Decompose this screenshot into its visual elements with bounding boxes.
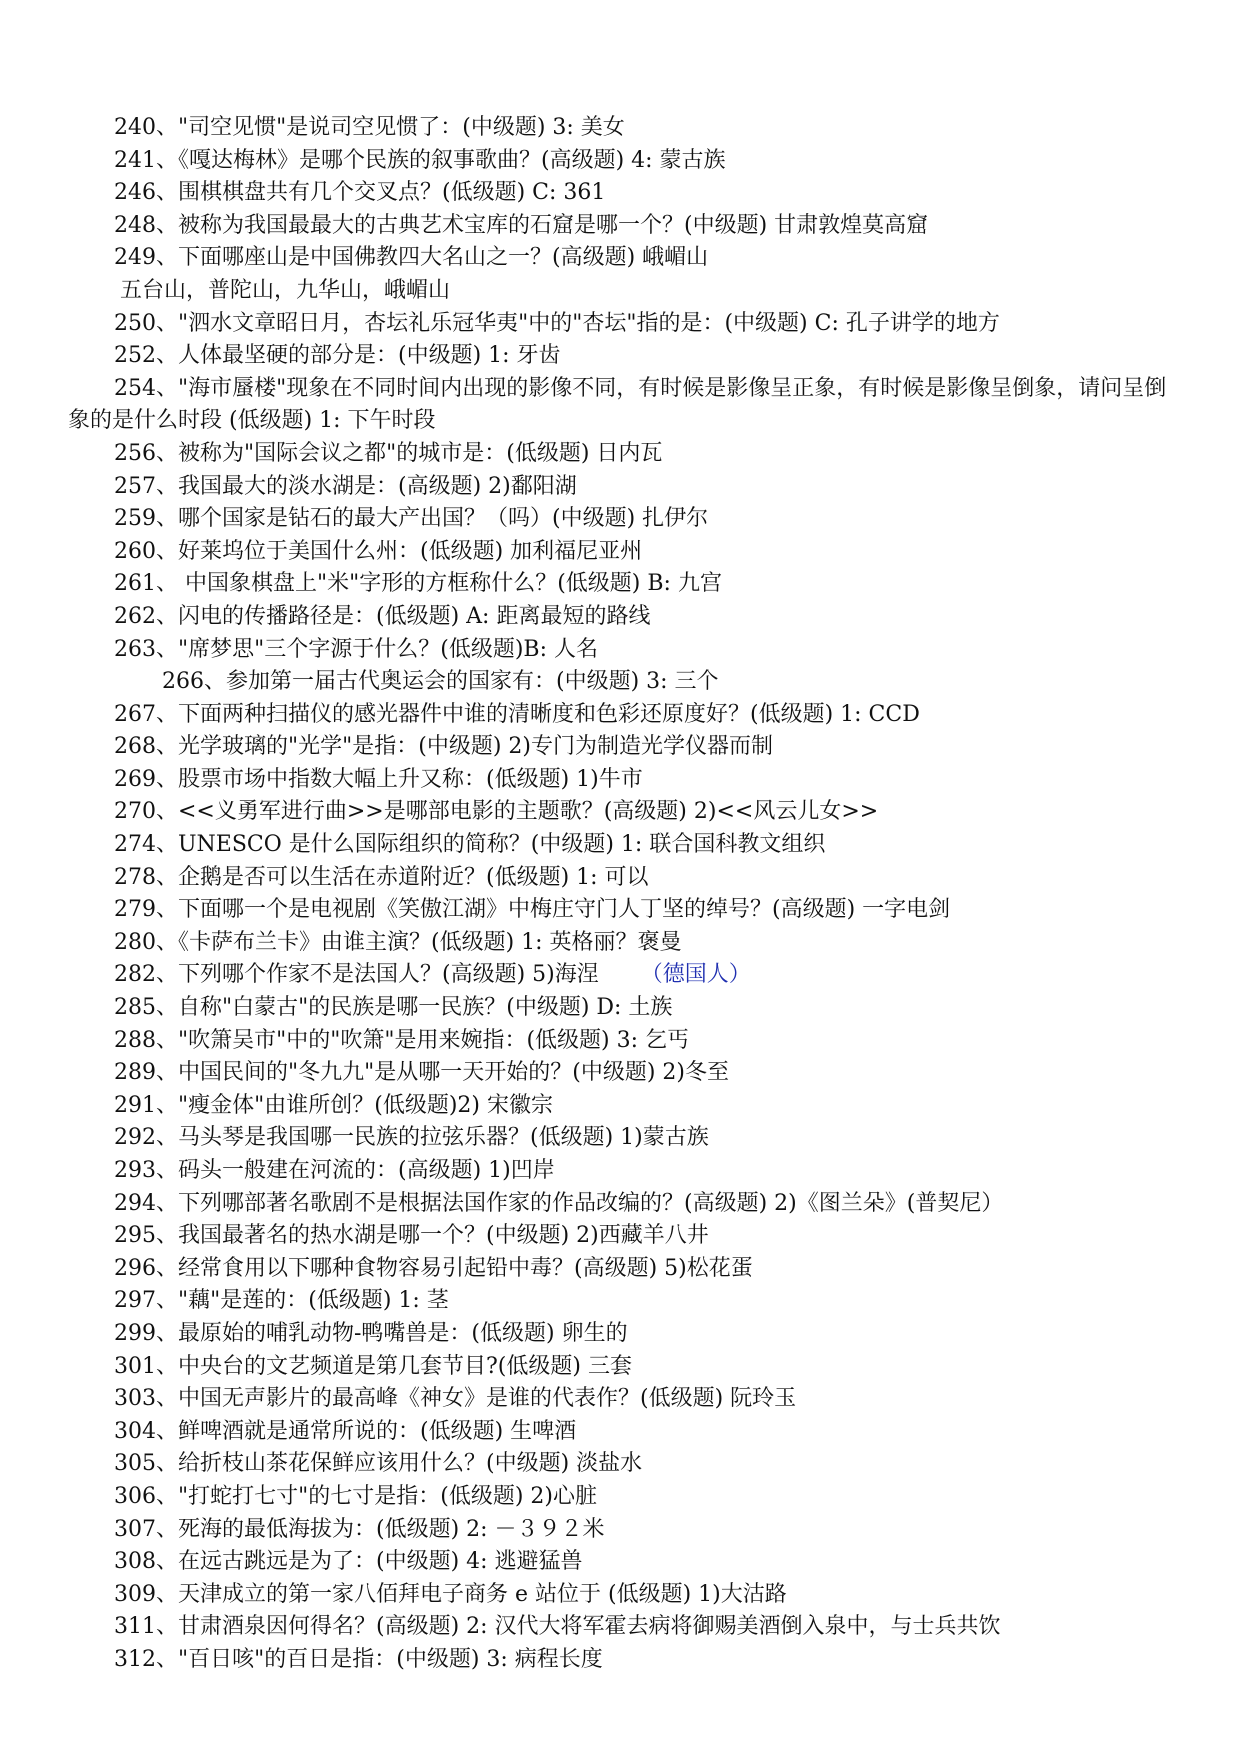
question-line: 311、甘肃酒泉因何得名？(高级题) 2: 汉代大将军霍去病将御赐美酒倒入泉中，与士兵共饮 bbox=[114, 1614, 1001, 1640]
question-line: 291、"瘦金体"由谁所创？(低级题)2) 宋徽宗 bbox=[114, 1092, 553, 1118]
question-line: 295、我国最著名的热水湖是哪一个？(中级题) 2)西藏羊八井 bbox=[114, 1223, 709, 1249]
question-line: 301、中央台的文艺频道是第几套节目?(低级题) 三套 bbox=[114, 1353, 632, 1379]
question-line: 296、经常食用以下哪种食物容易引起铅中毒？(高级题) 5)松花蛋 bbox=[114, 1255, 753, 1281]
question-line-wrapped: 254、"海市蜃楼"现象在不同时间内出现的影像不同，有时候是影像呈正象，有时候是影像呈倒象，请问呈倒象的是什么时段 (低级题) 1: 下午时段 bbox=[68, 375, 1167, 434]
question-line: 309、天津成立的第一家八佰拜电子商务 e 站位于 (低级题) 1)大沽路 bbox=[114, 1581, 787, 1607]
question-line: 307、死海的最低海拔为：(低级题) 2: －３９２米 bbox=[114, 1516, 605, 1542]
question-line: 299、最原始的哺乳动物-鸭嘴兽是：(低级题) 卵生的 bbox=[114, 1320, 628, 1346]
answer-note-line: 五台山，普陀山，九华山，峨嵋山 bbox=[120, 277, 451, 303]
question-line: 274、UNESCO 是什么国际组织的简称？(中级题) 1: 联合国科教文组织 bbox=[114, 832, 826, 858]
question-line: 278、企鹅是否可以生活在赤道附近？(低级题) 1: 可以 bbox=[114, 864, 649, 890]
question-line: 285、自称"白蒙古"的民族是哪一民族？(中级题) D: 土族 bbox=[114, 995, 673, 1021]
question-text: 282、下列哪个作家不是法国人？(高级题) 5)海涅 bbox=[114, 962, 599, 988]
question-line: 267、下面两种扫描仪的感光器件中谁的清晰度和色彩还原度好？(低级题) 1: CCD bbox=[114, 701, 920, 727]
question-line: 312、"百日咳"的百日是指：(中级题) 3: 病程长度 bbox=[114, 1646, 603, 1672]
question-line: 288、"吹箫吴市"中的"吹箫"是用来婉指：(低级题) 3: 乞丐 bbox=[114, 1027, 690, 1053]
question-line: 263、"席梦思"三个字源于什么？(低级题)B: 人名 bbox=[114, 636, 598, 662]
question-line: 240、"司空见惯"是说司空见惯了：(中级题) 3: 美女 bbox=[114, 115, 625, 140]
question-line: 249、下面哪座山是中国佛教四大名山之一？(高级题) 峨嵋山 bbox=[114, 245, 709, 271]
question-line: 297、"藕"是莲的：(低级题) 1: 茎 bbox=[114, 1288, 449, 1314]
question-line: 289、中国民间的"冬九九"是从哪一天开始的？(中级题) 2)冬至 bbox=[114, 1060, 729, 1086]
question-line bbox=[0, 959, 1240, 992]
question-line: 303、中国无声影片的最高峰《神女》是谁的代表作？(低级题) 阮玲玉 bbox=[114, 1386, 797, 1412]
annotation-note: （德国人） bbox=[640, 962, 751, 988]
question-line: 268、光学玻璃的"光学"是指：(中级题) 2)专门为制造光学仪器而制 bbox=[114, 734, 773, 760]
question-line: 308、在远古跳远是为了：(中级题) 4: 逃避猛兽 bbox=[114, 1549, 583, 1575]
question-line: 293、码头一般建在河流的：(高级题) 1)凹岸 bbox=[114, 1158, 555, 1183]
question-line: 260、好莱坞位于美国什么州：(低级题) 加利福尼亚州 bbox=[114, 538, 643, 564]
question-line: 250、"泗水文章昭日月，杏坛礼乐冠华夷"中的"杏坛"指的是：(中级题) C: 孔子讲学的地方 bbox=[114, 310, 1000, 336]
question-line: 306、"打蛇打七寸"的七寸是指：(低级题) 2)心脏 bbox=[114, 1483, 597, 1509]
question-line: 248、被称为我国最最大的古典艺术宝库的石窟是哪一个？(中级题) 甘肃敦煌莫高窟 bbox=[114, 212, 929, 238]
question-line: 292、马头琴是我国哪一民族的拉弦乐器？(低级题) 1)蒙古族 bbox=[114, 1125, 709, 1151]
question-line: 266、参加第一届古代奥运会的国家有：(中级题) 3: 三个 bbox=[162, 669, 719, 695]
question-line: 259、哪个国家是钻石的最大产出国？（吗）(中级题) 扎伊尔 bbox=[114, 506, 709, 532]
question-line: 257、我国最大的淡水湖是：(高级题) 2)鄱阳湖 bbox=[114, 473, 577, 499]
question-line: 269、股票市场中指数大幅上升又称：(低级题) 1)牛市 bbox=[114, 766, 643, 792]
question-line: 246、围棋棋盘共有几个交叉点？(低级题) C: 361 bbox=[114, 180, 606, 206]
question-line: 279、下面哪一个是电视剧《笑傲江湖》中梅庄守门人丁坚的绰号？(高级题) 一字电剑 bbox=[114, 897, 951, 923]
question-line: 280、《卡萨布兰卡》由谁主演？(低级题) 1: 英格丽？褒曼 bbox=[114, 929, 682, 955]
question-line: 252、人体最坚硬的部分是：(中级题) 1: 牙齿 bbox=[114, 343, 561, 369]
question-line: 262、闪电的传播路径是：(低级题) A: 距离最短的路线 bbox=[114, 603, 651, 629]
question-line: 270、<<义勇军进行曲>>是哪部电影的主题歌？(高级题) 2)<<风云儿女>> bbox=[114, 799, 879, 825]
question-line: 304、鲜啤酒就是通常所说的：(低级题) 生啤酒 bbox=[114, 1418, 577, 1444]
question-line: 256、被称为"国际会议之都"的城市是：(低级题) 日内瓦 bbox=[114, 440, 663, 466]
question-line: 294、下列哪部著名歌剧不是根据法国作家的作品改编的？(高级题) 2)《图兰朵》(普契尼） bbox=[114, 1190, 1004, 1216]
question-line: 241、《嘎达梅林》是哪个民族的叙事歌曲？(高级题) 4: 蒙古族 bbox=[114, 147, 726, 173]
question-line: 305、给折枝山茶花保鲜应该用什么？(中级题) 淡盐水 bbox=[114, 1451, 643, 1477]
question-line: 261、 中国象棋盘上"米"字形的方框称什么？(低级题) B: 九宫 bbox=[114, 571, 722, 597]
